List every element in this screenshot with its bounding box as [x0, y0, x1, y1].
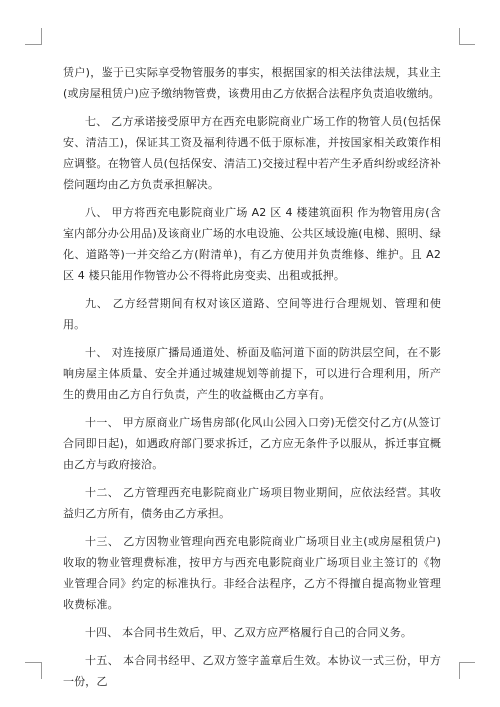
paragraph-clause-8: 八、 甲方将西充电影院商业广场 A2 区 4 楼建筑面积 作为物管用房(含室内部分办公用品)及该商业广场的水电设施、公共区域设施(电梯、照明、绿化、道路等)一并交给乙方(附清单)，有乙方使用并负责维修、维护。且 A2 区 4 楼只能用作物管办公不得将此房变卖、出租或抵押。 — [63, 206, 441, 282]
crop-mark-bottom-right-vertical — [459, 662, 460, 679]
crop-mark-top-left-horizontal — [25, 44, 41, 45]
paragraph-clause-13: 十三、 乙方因物业管理向西充电影院商业广场项目业主(或房屋租赁户)收取的物业管理费标准，按甲方与西充电影院商业广场项目业主签订的《物业管理合同》约定的标准执行。非经合法程序，乙方不得擅自提高物业管理收费标准。 — [63, 535, 441, 611]
document-body — [63, 62, 441, 699]
paragraph-clause-10: 十、 对连接原广播局通道处、桥面及临河道下面的防洪层空间，在不影响房屋主体质量、安全并通过城建规划等前提下，可以进行合理利用，所产生的费用由乙方自行负责，产生的收益概由乙方享有。 — [63, 346, 441, 401]
paragraph-clause-14: 十四、 本合同书生效后，甲、乙双方应严格履行自己的合同义务。 — [85, 626, 412, 639]
paragraph-clause-12: 十二、 乙方管理西充电影院商业广场项目物业期间，应依法经营。其收益归乙方所有，债务由乙方承担。 — [63, 486, 441, 520]
crop-mark-top-right-horizontal — [459, 44, 475, 45]
paragraph-clause-15: 十五、 本合同书经甲、乙双方签字盖章后生效。本协议一式三份，甲方一份，乙 — [63, 654, 441, 688]
paragraph-clause-9: 九、 乙方经营期间有权对该区道路、空间等进行合理规划、管理和使用。 — [63, 297, 441, 331]
crop-mark-bottom-left-vertical — [41, 662, 42, 679]
paragraph-clause-7: 七、 乙方承诺接受原甲方在西充电影院商业广场工作的物管人员(包括保安、清洁工)，保证其工资及福利待遇不低于原标准，并按国家相关政策作相应调整。在物管人员(包括保安、清洁工)交接过程中若产生矛盾纠纷或经济补偿问题均由乙方负责承担解决。 — [63, 115, 441, 191]
paragraph-continuation: 赁户)，鉴于已实际享受物管服务的事实，根据国家的相关法律法规，其业主(或房屋租赁户)应予缴纳物管费，该费用由乙方依据合法程序负责追收缴纳。 — [63, 66, 441, 100]
crop-mark-bottom-right-horizontal — [459, 662, 475, 663]
paragraph-clause-11: 十一、 甲方原商业广场售房部(化风山公园入口旁)无偿交付乙方(从签订合同即日起)，如遇政府部门要求拆迁，乙方应无条件予以服从，拆迁事宜概由乙方与政府接洽。 — [63, 416, 441, 471]
crop-mark-top-right-vertical — [459, 28, 460, 45]
crop-mark-bottom-left-horizontal — [25, 662, 41, 663]
crop-mark-top-left-vertical — [41, 28, 42, 45]
